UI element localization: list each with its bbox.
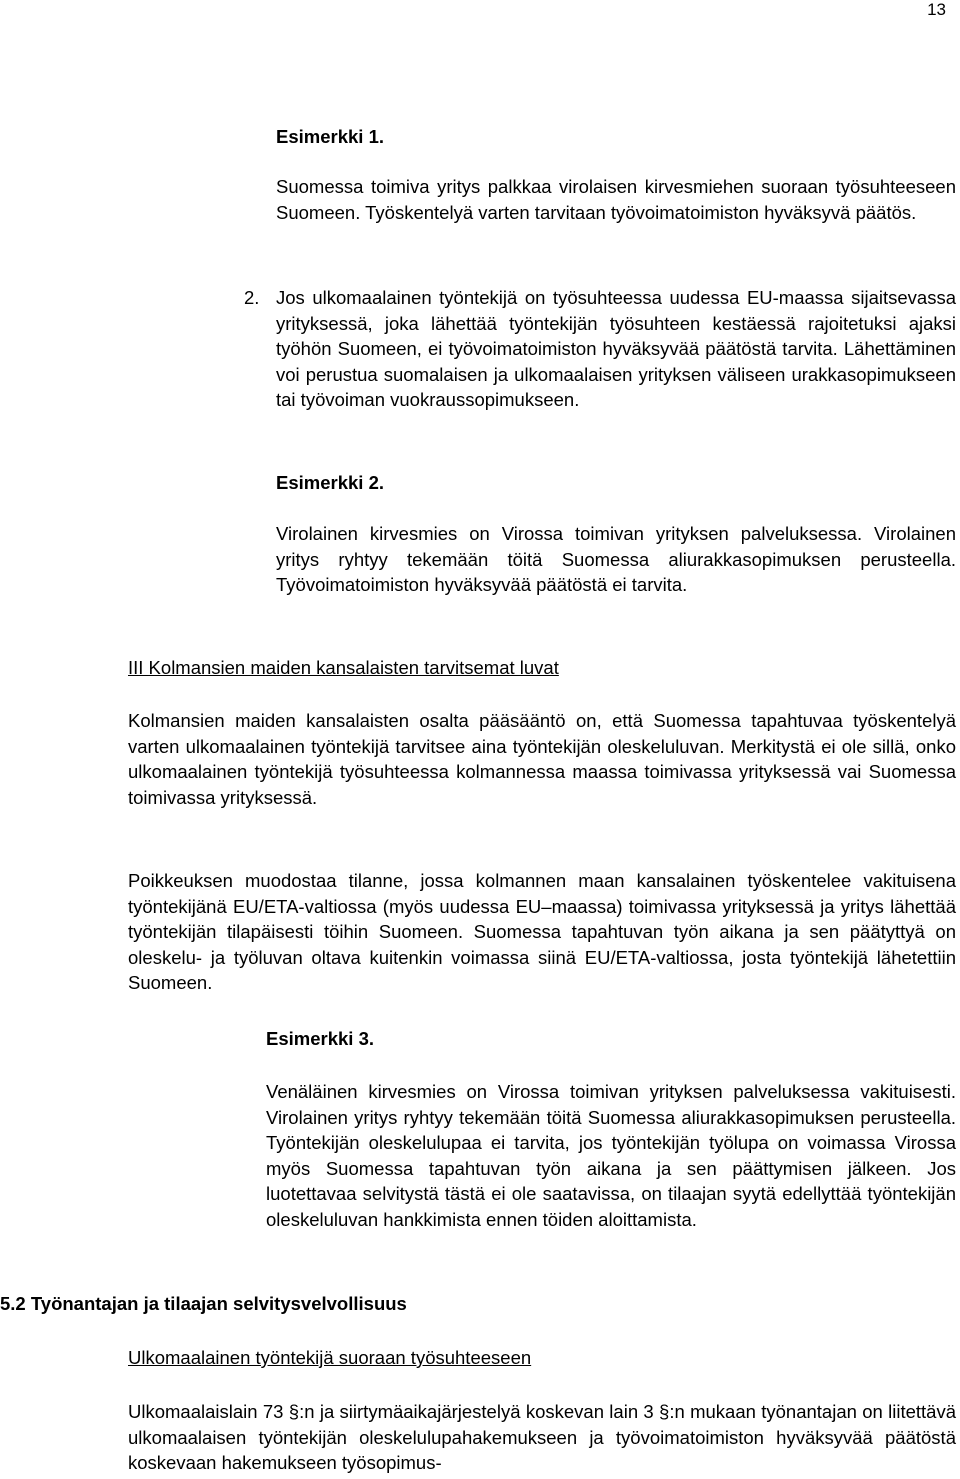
example-1-heading: Esimerkki 1. [276,126,384,147]
section-5-2-text: Ulkomaalaislain 73 §:n ja siirtymäaikajärjestelyä koskevan lain 3 §:n mukaan työnantajan on liitettävä ulkomaalaisen työntekijän oleskelulupahakemukseen ja työvoimatoimiston hyväksyvää päätöstä koskevaan hakemukseen työsopimus- [128,1401,956,1473]
example-3-text: Venäläinen kirvesmies on Virossa toimivan yrityksen palveluksessa vakituisesti. Virolainen yritys ryhtyy tekemään töitä Suomessa aliurakkasopimuksen perusteella. Työntekijän oleskelulupaa ei tarvita, jos työntekijän työlupa on voimassa Virossa myös Suomessa tapahtuvan työn aikana ja sen päättymisen jälkeen. Jos luotettavaa selvitystä tästä ei ole saatavissa, on tilaajan syytä edellyttää työntekijän oleskeluluvan hankkimista ennen töiden aloittamista. [266,1081,956,1230]
example-2-heading: Esimerkki 2. [276,472,384,493]
section-3-paragraph-1: Kolmansien maiden kansalaisten osalta pääsääntö on, että Suomessa tapahtuvaa työskentelyä varten ulkomaalainen työntekijä tarvitsee aina työntekijän oleskeluluvan. Merkitystä ei ole sillä, onko ulkomaalainen työntekijä työsuhteessa kolmannessa maassa toimivassa yrityksessä vai Suomessa toimivassa yrityksessä. [128,710,956,808]
example-3-heading: Esimerkki 3. [266,1028,374,1049]
example-2-text: Virolainen kirvesmies on Virossa toimivan yrityksen palveluksessa. Virolainen yritys ryhtyy tekemään töitä Suomessa aliurakkasopimuksen perusteella. Työvoimatoimiston hyväksyvää päätöstä ei tarvita. [276,523,956,595]
list-item-2-number: 2. [244,287,260,308]
section-5-2-heading: 5.2 Työnantajan ja tilaajan selvitysvelvollisuus [0,1293,407,1314]
example-1-text: Suomessa toimiva yritys palkkaa virolaisen kirvesmiehen suoraan työsuhteeseen Suomeen. Työskentelyä varten tarvitaan työvoimatoimiston hyväksyvä päätös. [276,176,956,223]
list-item-2 [244,285,960,413]
page-number: 13 [927,0,946,19]
section-5-2-subheading: Ulkomaalainen työntekijä suoraan työsuhteeseen [128,1347,532,1368]
section-3-paragraph-2: Poikkeuksen muodostaa tilanne, jossa kolmannen maan kansalainen työskentelee vakituisena työntekijänä EU/ETA-valtiossa (myös uudessa EU–maassa) toimivassa yrityksessä ja yritys lähettää työntekijän tilapäisesti töihin Suomeen. Suomessa tapahtuvan työn aikana ja sen päätyttyä on oleskelu- ja työluvan oltava kuitenkin voimassa siinä EU/ETA-valtiossa, josta työntekijä lähetettiin Suomeen. [128,870,956,993]
list-item-2-text: Jos ulkomaalainen työntekijä on työsuhteessa uudessa EU-maassa sijaitsevassa yrityksessä, joka lähettää työntekijän työsuhteen kestäessä rajoitetuksi ajaksi työhön Suomeen, ei työvoimatoimiston hyväksyvää päätöstä tarvita. Lähettäminen voi perustua suomalaisen ja ulkomaalaisen yrityksen väliseen urakkasopimukseen tai työvoiman vuokraussopimukseen. [276,287,956,410]
section-3-heading: III Kolmansien maiden kansalaisten tarvitsemat luvat [128,657,559,678]
